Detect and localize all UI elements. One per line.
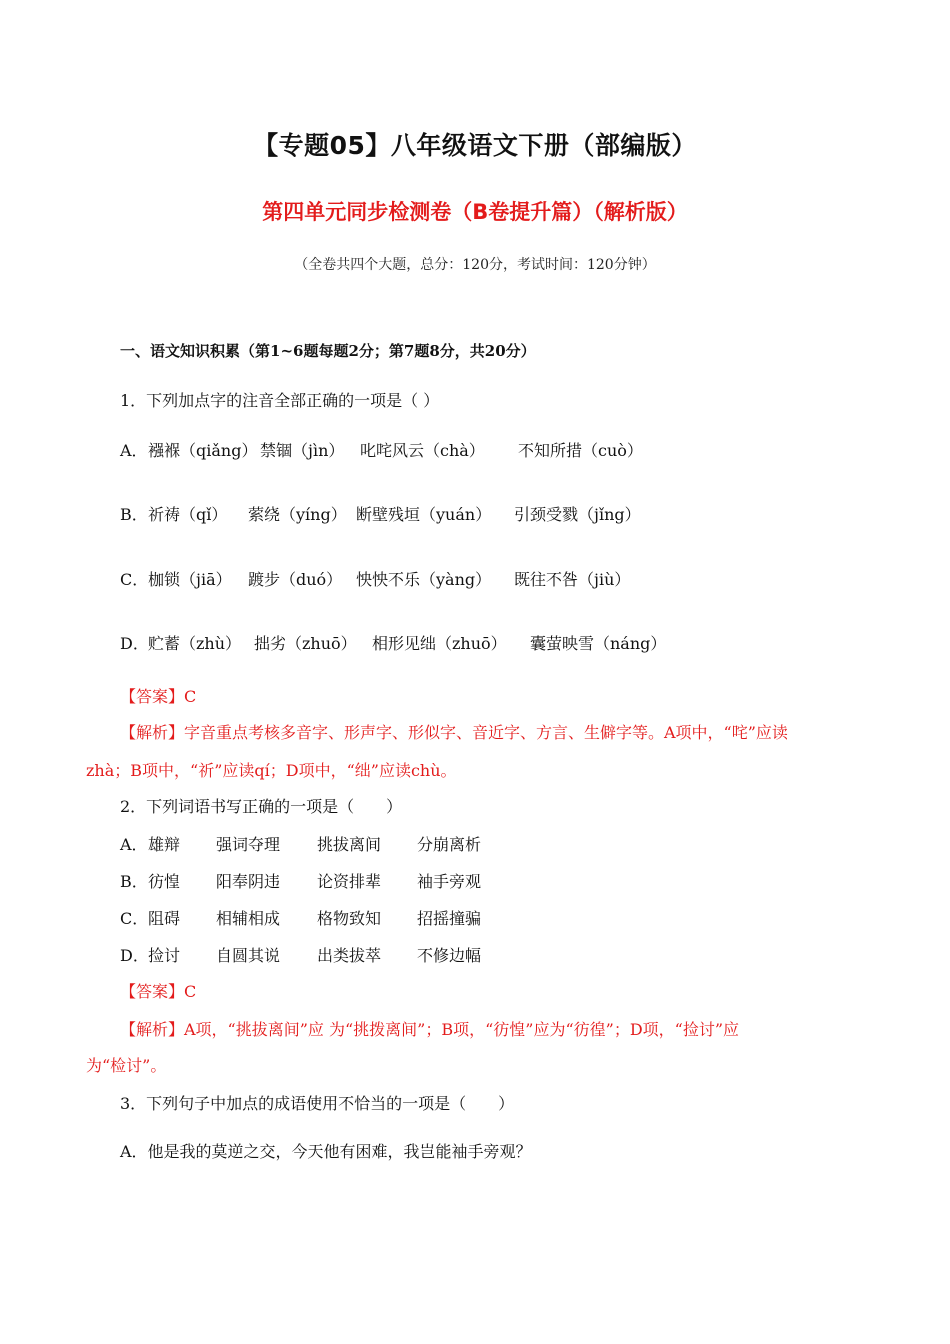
option-word: 引颈受戮（jǐng）	[514, 505, 641, 524]
q3-option-a: A．他是我的莫逆之交，今天他有困难，我岂能袖手旁观？	[120, 1142, 532, 1161]
option-word: 彷惶	[148, 872, 181, 891]
option-word: 袖手旁观	[417, 872, 482, 891]
option-label: B．	[120, 505, 148, 524]
question-2-stem: 2．下列词语书写正确的一项是（ ）	[120, 797, 403, 816]
option-word: 襁褓（qiǎng）	[148, 441, 258, 460]
page-title: 【专题05】八年级语文下册（部编版）	[253, 131, 697, 160]
analysis-text: 为“检讨”。	[86, 1056, 167, 1075]
section-heading: 一、语文知识积累（第1~6题每题2分；第7题8分，共20分）	[120, 342, 536, 360]
exam-note: （全卷共四个大题，总分：120分，考试时间：120分钟）	[294, 257, 656, 273]
option-word: 断壁残垣（yuán）	[356, 505, 492, 524]
option-label: A．	[120, 441, 148, 460]
analysis-text: 【解析】字音重点考核多音字、形声字、形似字、音近字、方言、生僻字等。A项中，“咤”应读	[120, 723, 788, 742]
option-word: 出类拔萃	[317, 946, 382, 965]
option-label: C．	[120, 909, 149, 928]
option-word: 囊萤映雪（náng）	[530, 634, 667, 653]
option-label: C．	[120, 570, 149, 589]
option-word: 阻碍	[148, 909, 181, 928]
option-word: 论资排辈	[317, 872, 382, 891]
option-word: 招摇撞骗	[417, 909, 482, 928]
option-word: 不知所措（cuò）	[518, 441, 643, 460]
option-word: 祈祷（qǐ）	[148, 505, 228, 524]
answer-label: 【答案】C	[120, 982, 197, 1001]
option-word: 捡讨	[148, 946, 181, 965]
option-word: 禁锢（jìn）	[260, 441, 345, 460]
option-word: 踱步（duó）	[248, 570, 343, 589]
option-word: 怏怏不乐（yàng）	[356, 570, 492, 589]
option-word: 挑拔离间	[317, 835, 382, 854]
question-3-stem: 3．下列句子中加点的成语使用不恰当的一项是（ ）	[120, 1094, 515, 1113]
option-word: 雄辩	[148, 835, 181, 854]
option-word: 格物致知	[317, 909, 382, 928]
option-word: 不修边幅	[417, 946, 482, 965]
option-word: 分崩离析	[417, 835, 482, 854]
option-word: 相形见绌（zhuō）	[372, 634, 507, 653]
option-word: 萦绕（yíng）	[248, 505, 347, 524]
option-word: 相辅相成	[216, 909, 281, 928]
page-subtitle: 第四单元同步检测卷（B卷提升篇）（解析版）	[262, 200, 688, 224]
option-word: 自圆其说	[216, 946, 281, 965]
analysis-text: 【解析】A项，“挑拔离间”应 为“挑拨离间”；B项，“彷惶”应为“彷徨”；D项，“捡讨”应	[120, 1020, 740, 1039]
option-word: 既往不咎（jiù）	[514, 570, 631, 589]
option-word: 阳奉阴违	[216, 872, 281, 891]
answer-label: 【答案】C	[120, 687, 197, 706]
question-1-stem: 1．下列加点字的注音全部正确的一项是（ ）	[120, 391, 440, 410]
option-word: 叱咤风云（chà）	[360, 441, 485, 460]
option-label: A．	[120, 835, 148, 854]
analysis-text: zhà；B项中，“祈”应读qí；D项中，“绌”应读chù。	[86, 761, 457, 780]
option-word: 贮蓄（zhù）	[148, 634, 242, 653]
option-label: D．	[120, 946, 149, 965]
option-word: 拙劣（zhuō）	[254, 634, 357, 653]
option-label: D．	[120, 634, 149, 653]
option-label: B．	[120, 872, 148, 891]
option-word: 枷锁（jiā）	[148, 570, 232, 589]
option-word: 强词夺理	[216, 835, 281, 854]
